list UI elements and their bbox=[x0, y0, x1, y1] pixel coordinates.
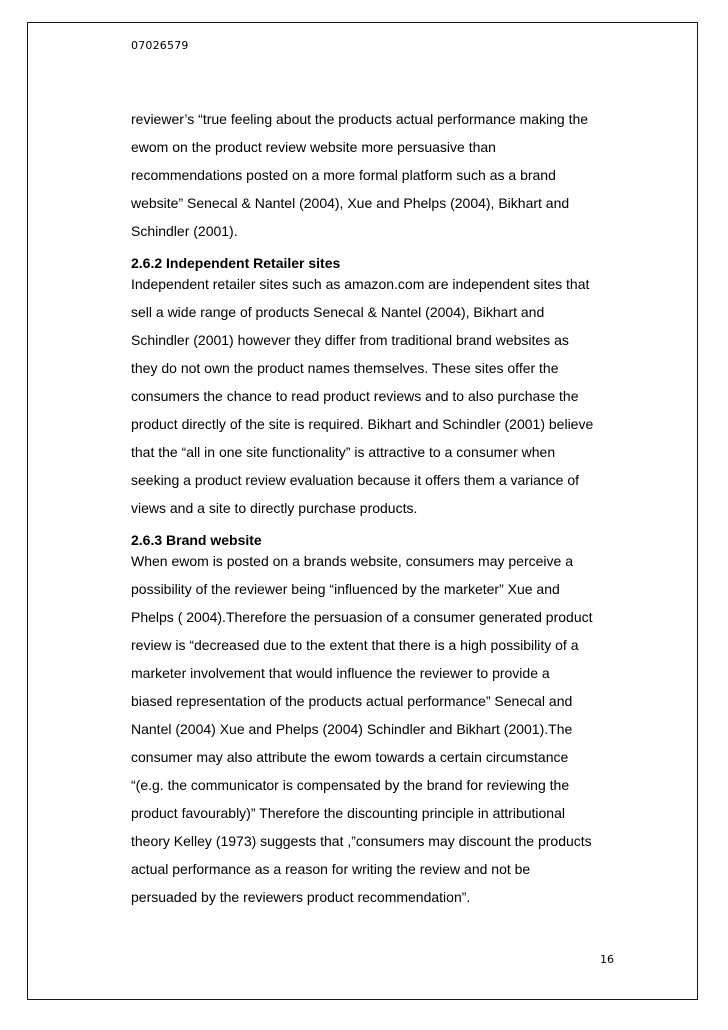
section-paragraph: Independent retailer sites such as amazon.com are independent sites that sell a wide range of products Senecal & Nantel (2004), Bikhart and Schindler (2001) however they differ from traditional brand websites as they do not own the product names themselves. These sites offer the consumers the chance to read product reviews and to also purchase the product directly of the site is required. Bikhart and Schindler (2001) believe that the “all in one site functionality” is attractive to a consumer when seeking a product review evaluation because it offers them a variance of views and a site to directly purchase products. bbox=[131, 276, 594, 516]
section-brand-website bbox=[131, 532, 629, 911]
document-header-id: 07026579 bbox=[131, 39, 189, 52]
section-heading: 2.6.2 Independent Retailer sites bbox=[131, 255, 341, 271]
page-body bbox=[131, 105, 629, 911]
section-paragraph: When ewom is posted on a brands website, consumers may perceive a possibility of the reviewer being “influenced by the marketer” Xue and Phelps ( 2004).Therefore the persuasion of a consumer generated product review is “decreased due to the extent that there is a high possibility of a marketer involvement that would influence the reviewer to provide a biased representation of the products actual performance” Senecal and Nantel (2004) Xue and Phelps (2004) Schindler and Bikhart (2001).The consumer may also attribute the ewom towards a certain circumstance “(e.g. the communicator is compensated by the brand for reviewing the product favourably)” Therefore the discounting principle in attributional theory Kelley (1973) suggests that ,”consumers may discount the products actual performance as a reason for writing the review and not be persuaded by the reviewers product recommendation”. bbox=[131, 553, 593, 905]
section-heading: 2.6.3 Brand website bbox=[131, 532, 262, 548]
section-independent-retailer-sites bbox=[131, 255, 629, 522]
page-number: 16 bbox=[600, 953, 614, 966]
intro-paragraph: reviewer’s “true feeling about the products actual performance making the ewom on the product review website more persuasive than recommendations posted on a more formal platform such as a brand website” Senecal & Nantel (2004), Xue and Phelps (2004), Bikhart and Schindler (2001). bbox=[131, 111, 589, 239]
